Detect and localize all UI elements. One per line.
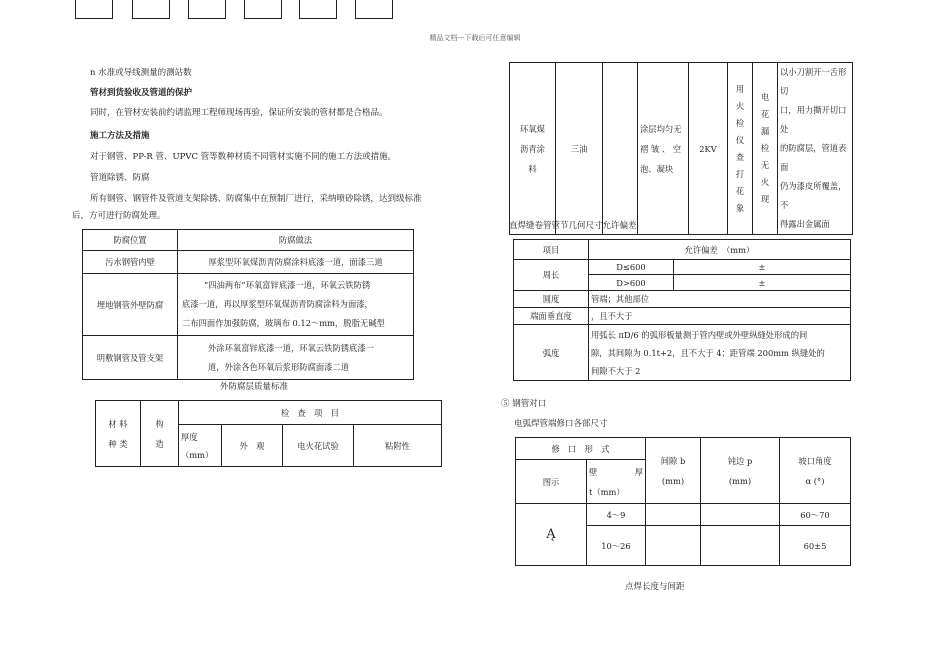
table-caption: 外防腐层质量标准	[220, 382, 289, 392]
table-cell-line: 得露出金属面	[780, 219, 830, 229]
table-cell-line: 查	[735, 151, 745, 162]
table-cell-line: 二布四面作加强防腐，玻璃布 0.12～mm，脱脂无碱型	[182, 318, 385, 328]
table-caption: 直焊缝卷管管节几何尺寸允许偏差	[509, 221, 637, 231]
table-cell: 埋地钢管外壁防腐	[83, 274, 178, 336]
table-header: 外 观	[222, 425, 283, 467]
table-header	[141, 401, 179, 467]
box	[355, 0, 393, 19]
subheading: ⑤ 钢管对口	[501, 399, 547, 409]
box	[299, 0, 337, 19]
box	[188, 0, 226, 19]
table-cell-line: 仍为漆皮所覆盖，不	[780, 181, 847, 210]
table-cell: 60～70	[780, 504, 851, 526]
table-cell-line: 以小刀割开一舌形切	[780, 67, 847, 96]
table-cell-line: 火	[735, 100, 745, 111]
table-header	[646, 438, 701, 504]
table-cell	[589, 325, 851, 381]
table-cell: 三油	[556, 63, 603, 235]
table-cell: 10～26	[587, 526, 646, 566]
table-cell: 管端；其他部位	[589, 291, 851, 308]
table-header-line: 构	[155, 418, 164, 429]
table-cell-line: 检	[760, 143, 770, 153]
table-cell	[728, 63, 753, 235]
table-cell-line: 象	[735, 202, 745, 213]
box	[244, 0, 282, 19]
coating-inspection-table	[509, 62, 853, 235]
section-heading: 管材到货验收及管道的保护	[90, 88, 193, 98]
table-cell-line: 外涂环氧富锌底漆一道，环氧云铁防锈底漆一	[208, 342, 374, 353]
table-cell: 端面垂直度	[514, 308, 589, 325]
table-header-line: 钝边 p	[727, 455, 753, 466]
table-cell-line: 仪	[735, 134, 745, 145]
table-header-line: （mm）	[181, 449, 214, 460]
table-cell-line: 花	[735, 185, 745, 196]
table-cell-line: 漏	[760, 126, 770, 136]
table-cell-line: 环氧煤	[520, 123, 545, 134]
table-cell: 周长	[514, 260, 589, 291]
table-cell: ，且不大于	[589, 308, 851, 325]
table-header-line: 材 料	[108, 418, 128, 429]
table-cell: 圆度	[514, 291, 589, 308]
table-header: 防腐做法	[178, 230, 414, 251]
table-header	[179, 425, 222, 467]
tolerance-table	[513, 239, 851, 381]
table-cell	[701, 526, 780, 566]
paragraph: 对于钢管、PP-R 管、UPVC 管等数种材质不同管材实施不同的施工方法或措施。	[90, 152, 397, 162]
table-header-line: 厚度	[181, 431, 198, 442]
table-cell: 60±5	[780, 526, 851, 566]
table-cell: 污水钢管内壁	[83, 251, 178, 274]
coating-quality-table	[95, 400, 442, 467]
table-header: 粘附性	[354, 425, 442, 467]
page-header: 精品文档---下载后可任意编辑	[429, 34, 521, 42]
table-cell: 厚浆型环氧煤沥青防腐涂料底漆一道，面漆三道	[178, 251, 414, 274]
table-header: 防腐位置	[83, 230, 178, 251]
table-header	[701, 438, 780, 504]
table-cell-line: 打	[735, 168, 745, 179]
table-cell-line: 底漆一道，再以厚浆型环氧煤沥青防腐涂料为面漆，	[182, 299, 373, 309]
section-heading: 施工方法及措施	[90, 131, 150, 141]
table-header	[587, 460, 646, 504]
subheading: 电弧焊管端修口各部尺寸	[514, 419, 608, 429]
table-cell: 2KV	[689, 63, 728, 235]
table-cell-line: 泡、凝块	[640, 163, 674, 174]
paragraph: 管道除锈、防腐	[90, 173, 150, 183]
table-cell	[778, 63, 853, 235]
table-caption: 点焊长度与间距	[625, 582, 685, 592]
table-header: 允许偏差 （mm）	[589, 240, 851, 260]
table-cell-line: 火	[760, 177, 770, 187]
text-line: n 水准或导线测量的测站数	[90, 68, 192, 78]
table-header-line: (mm)	[661, 475, 685, 486]
table-cell: 弧度	[514, 325, 589, 381]
table-header-line: (mm)	[728, 475, 752, 486]
table-cell: D≤600	[589, 260, 674, 275]
table-cell-line: 涂层均匀无	[640, 123, 682, 134]
table-cell-line: 的防腐层，管道表面	[780, 143, 847, 172]
table-cell: ±	[674, 275, 851, 291]
table-header-line: 壁 厚	[589, 466, 643, 477]
table-cell-line: 花	[760, 109, 770, 119]
bevel-figure-icon: Ą	[546, 527, 556, 542]
table-header-line: 种 类	[108, 438, 128, 449]
table-cell: D>600	[589, 275, 674, 291]
table-header-line: α (°)	[805, 475, 825, 486]
table-cell-line: 现	[760, 194, 770, 204]
table-header: 修 口 形 式	[516, 438, 646, 460]
table-cell: 明敷钢管及管支架	[83, 336, 178, 380]
box	[75, 0, 113, 19]
table-header-line: 造	[155, 438, 164, 449]
table-cell-line: “四油两布”环氧富锌底漆一道，环氧云铁防锈	[204, 280, 371, 290]
table-header: 检 查 项 目	[179, 401, 442, 425]
table-cell	[646, 526, 701, 566]
table-cell-line: 隙，其间隙为 0.1t+2，且不大于 4；距管端 200mm 纵缝处的	[591, 347, 825, 358]
table-cell-line: 道，外涂各色环氧后浆形防腐面漆二道	[208, 361, 350, 372]
table-cell-line: 无	[760, 160, 770, 170]
table-cell	[646, 504, 701, 526]
table-cell-line: 沥青涂	[520, 143, 545, 154]
table-cell-line: 用	[735, 83, 745, 94]
bevel-table	[515, 437, 851, 566]
table-cell: ±	[674, 260, 851, 275]
paragraph: 后，方可进行防腐处理。	[72, 211, 166, 221]
table-header	[780, 438, 851, 504]
bevel-figure	[516, 504, 587, 566]
table-cell-line: 褶 皱 、 空	[640, 143, 682, 154]
table-header-line: 间隙 b	[660, 455, 686, 466]
box	[132, 0, 170, 19]
table-header-line: 坡口角度	[798, 455, 832, 466]
table-header: 电火花试验	[283, 425, 354, 467]
paragraph: 同时，在管材安装前约请监理工程师现场再验，保证所安装的管材都是合格品。	[90, 108, 388, 118]
table-cell	[510, 63, 556, 235]
table-cell	[603, 63, 638, 235]
paragraph: 所有钢管、钢管件及管道支架除锈、防腐集中在预制厂进行，采纳喷砂除锈，达到级标准	[90, 194, 422, 204]
table-header-line: t（mm）	[589, 486, 625, 497]
table-cell-line: 用弧长 πD/6 的弧形板量测于管内壁或外壁纵缝处形成的间	[591, 329, 808, 340]
table-cell-line: 电	[760, 92, 770, 102]
table-header: 图示	[516, 460, 587, 504]
table-cell-line: 口，用力撕开切口处	[780, 105, 847, 134]
table-cell	[701, 504, 780, 526]
table-cell-line: 料	[528, 163, 537, 174]
table-cell-line: 间隙不大于 2	[591, 365, 641, 376]
table-cell-line: 检	[735, 117, 745, 128]
table-cell: 4～9	[587, 504, 646, 526]
table-header	[96, 401, 141, 467]
table-cell	[638, 63, 689, 235]
anticorrosion-table	[82, 229, 414, 380]
table-cell	[753, 63, 778, 235]
table-header: 项目	[514, 240, 589, 260]
